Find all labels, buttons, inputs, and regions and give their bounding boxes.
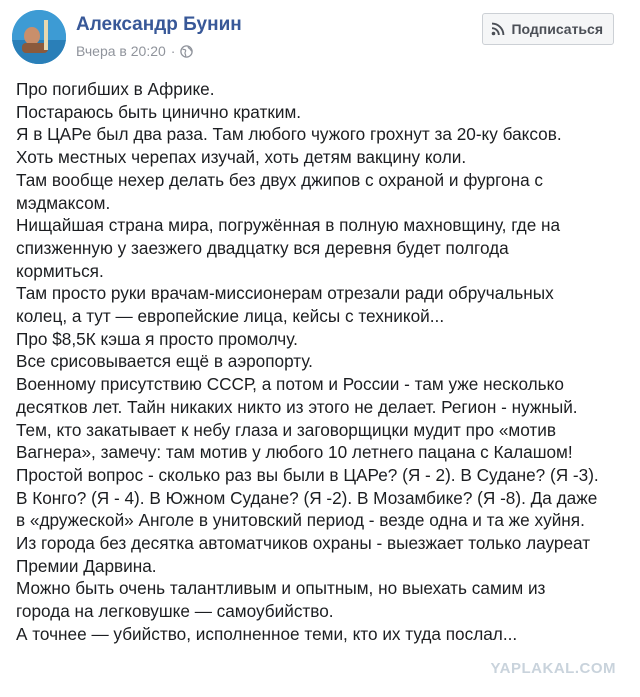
post-text-line: Хоть местных черепах изучай, хоть детям вакцину коли. xyxy=(16,147,467,168)
post-meta xyxy=(76,43,193,59)
post-text-line: Военному присутствию СССР, а потом и России - там уже несколько xyxy=(16,374,564,395)
post-header xyxy=(12,10,628,60)
post-text-line: спизженную у заезжего двадцатку вся деревня будет полгода xyxy=(16,237,509,258)
avatar-image xyxy=(12,10,66,64)
post-text-line: Там вообще нехер делать без двух джипов с охраной и фургона с xyxy=(16,169,544,190)
globe-icon[interactable] xyxy=(180,45,193,58)
post-text-line: десятков лет. Тайн никаких никто из этого не делает. Регион - нужный. xyxy=(16,396,578,417)
post-text-line: города на легковушке — самоубийство. xyxy=(16,601,334,622)
post-text-line: Я в ЦАРе был два раза. Там любого чужого грохнут за 20-ку баксов. xyxy=(16,124,562,145)
post-text-line: кормиться. xyxy=(16,260,104,281)
subscribe-button[interactable] xyxy=(482,13,614,45)
post-text-line: Премии Дарвина. xyxy=(16,555,157,576)
post-text-line: Можно быть очень талантливым и опытным, но выехать самим из xyxy=(16,578,546,599)
post-text-line: Простой вопрос - сколько раз вы были в ЦАРе? (Я - 2). В Судане? (Я -3). xyxy=(16,464,599,485)
post-text-line: А точнее — убийство, исполненное теми, кто их туда послал... xyxy=(16,623,518,644)
post-text-line: Тем, кто закатывает к небу глаза и заговорщицки мудит про «мотив xyxy=(16,419,557,440)
watermark: YAPLAKAL.COM xyxy=(490,660,616,677)
post-text-line: Все срисовывается ещё в аэропорту. xyxy=(16,351,313,372)
post-text-line: мэдмаксом. xyxy=(16,192,111,213)
post-text-line: в «дружеской» Анголе в унитовский период - везде одна и та же хуйня. xyxy=(16,510,585,531)
post-text-line: Нищайшая страна мира, погружённая в полную махновщину, где на xyxy=(16,215,561,236)
post-text-line: Про $8,5К кэша я просто промолчу. xyxy=(16,328,298,349)
post-text-line: Там просто руки врачам-миссионерам отрезали ради обручальных xyxy=(16,283,554,304)
post-text-line: Вагнера», замечу: там мотив у любого 10 летнего пацана с Калашом! xyxy=(16,442,573,463)
subscribe-label: Подписаться xyxy=(511,21,603,37)
author-name[interactable]: Александр Бунин xyxy=(76,14,242,35)
post-text-line: колец, а тут — европейские лица, кейсы с техникой... xyxy=(16,306,445,327)
post-body xyxy=(16,78,628,646)
post-timestamp[interactable]: Вчера в 20:20 xyxy=(76,43,166,59)
post-text-line: Про погибших в Африке. xyxy=(16,79,215,99)
meta-separator: · xyxy=(170,43,176,59)
rss-icon xyxy=(491,22,505,36)
post-text-line: Постараюсь быть цинично кратким. xyxy=(16,101,302,122)
post-text-line: Из города без десятка автоматчиков охраны - выезжает только лауреат xyxy=(16,533,591,554)
post-text-line: В Конго? (Я - 4). В Южном Судане? (Я -2). В Мозамбике? (Я -8). Да даже xyxy=(16,487,598,508)
avatar[interactable] xyxy=(12,10,66,64)
